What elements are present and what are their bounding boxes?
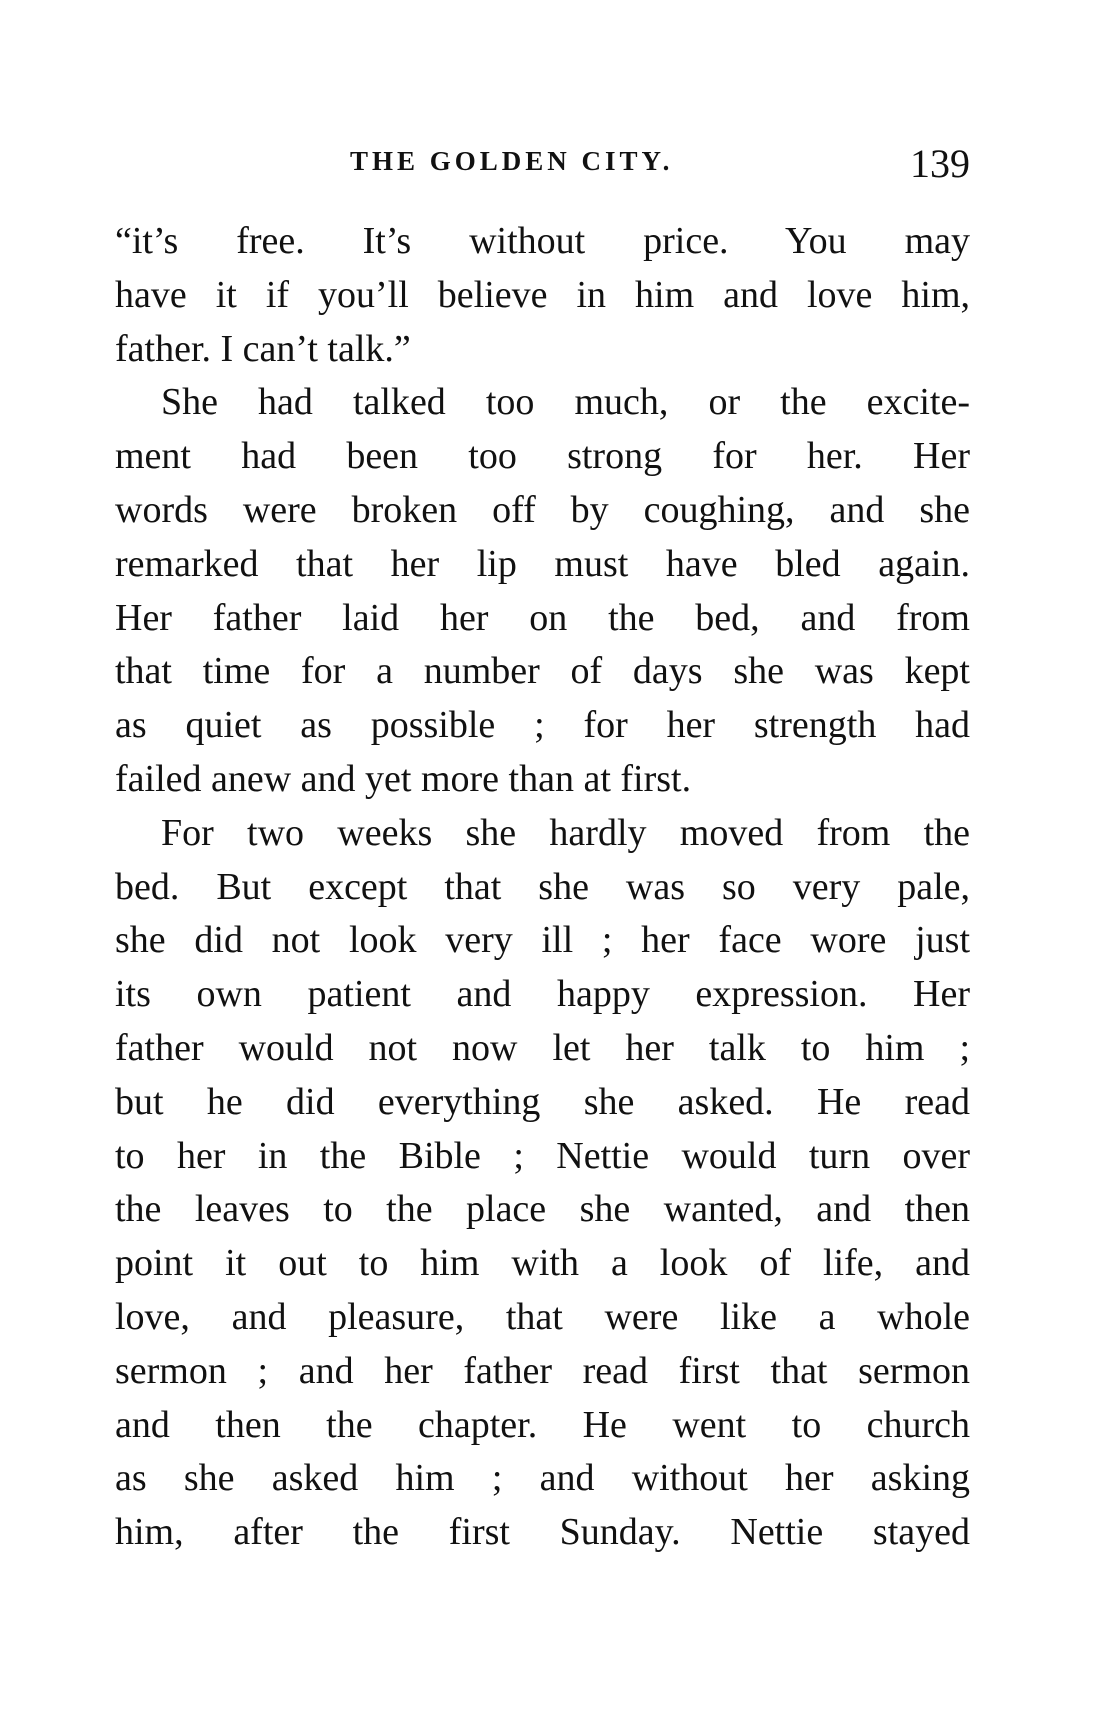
page-number: 139 [910,141,970,186]
text-line: remarked that her lip must have bled again. [115,542,970,585]
text-line: words were broken off by coughing, and she [115,488,970,531]
text-line: the leaves to the place she wanted, and then [115,1188,970,1231]
text-line: to her in the Bible ; Nettie would turn over [115,1134,970,1177]
text-line: love, and pleasure, that were like a whole [115,1295,970,1338]
text-line: ment had been too strong for her. Her [115,435,970,478]
text-line: and then the chapter. He went to church [115,1403,970,1446]
text-line: but he did everything she asked. He read [115,1080,970,1123]
text-line: that time for a number of days she was kept [115,650,970,693]
text-line: bed. But except that she was so very pale, [115,865,970,908]
paragraph-2 [115,376,970,806]
text-line: as quiet as possible ; for her strength had [115,704,970,747]
running-title: THE GOLDEN CITY. [350,146,674,176]
text-line: sermon ; and her father read first that sermon [115,1349,970,1392]
text-line: She had talked too much, or the excite- [161,381,970,424]
running-head [115,140,970,190]
text-line: have it if you’ll believe in him and love him, [115,273,970,316]
text-line: “it’s free. It’s without price. You may [115,220,970,262]
text-line: as she asked him ; and without her asking [115,1457,970,1500]
text-line: father would not now let her talk to him ; [115,1026,970,1069]
text-line: she did not look very ill ; her face wore just [115,919,970,962]
text-line: father. I can’t talk.” [115,327,411,370]
paragraph-1 [115,215,970,376]
text-line: point it out to him with a look of life, and [115,1242,970,1285]
body-text [115,215,970,1560]
text-line: For two weeks she hardly moved from the [161,811,970,854]
text-line: him, after the first Sunday. Nettie stayed [115,1511,970,1554]
text-line: failed anew and yet more than at first. [115,757,692,800]
text-line: its own patient and happy expression. Her [115,973,970,1016]
text-line: Her father laid her on the bed, and from [115,596,970,639]
paragraph-3 [115,807,970,1560]
